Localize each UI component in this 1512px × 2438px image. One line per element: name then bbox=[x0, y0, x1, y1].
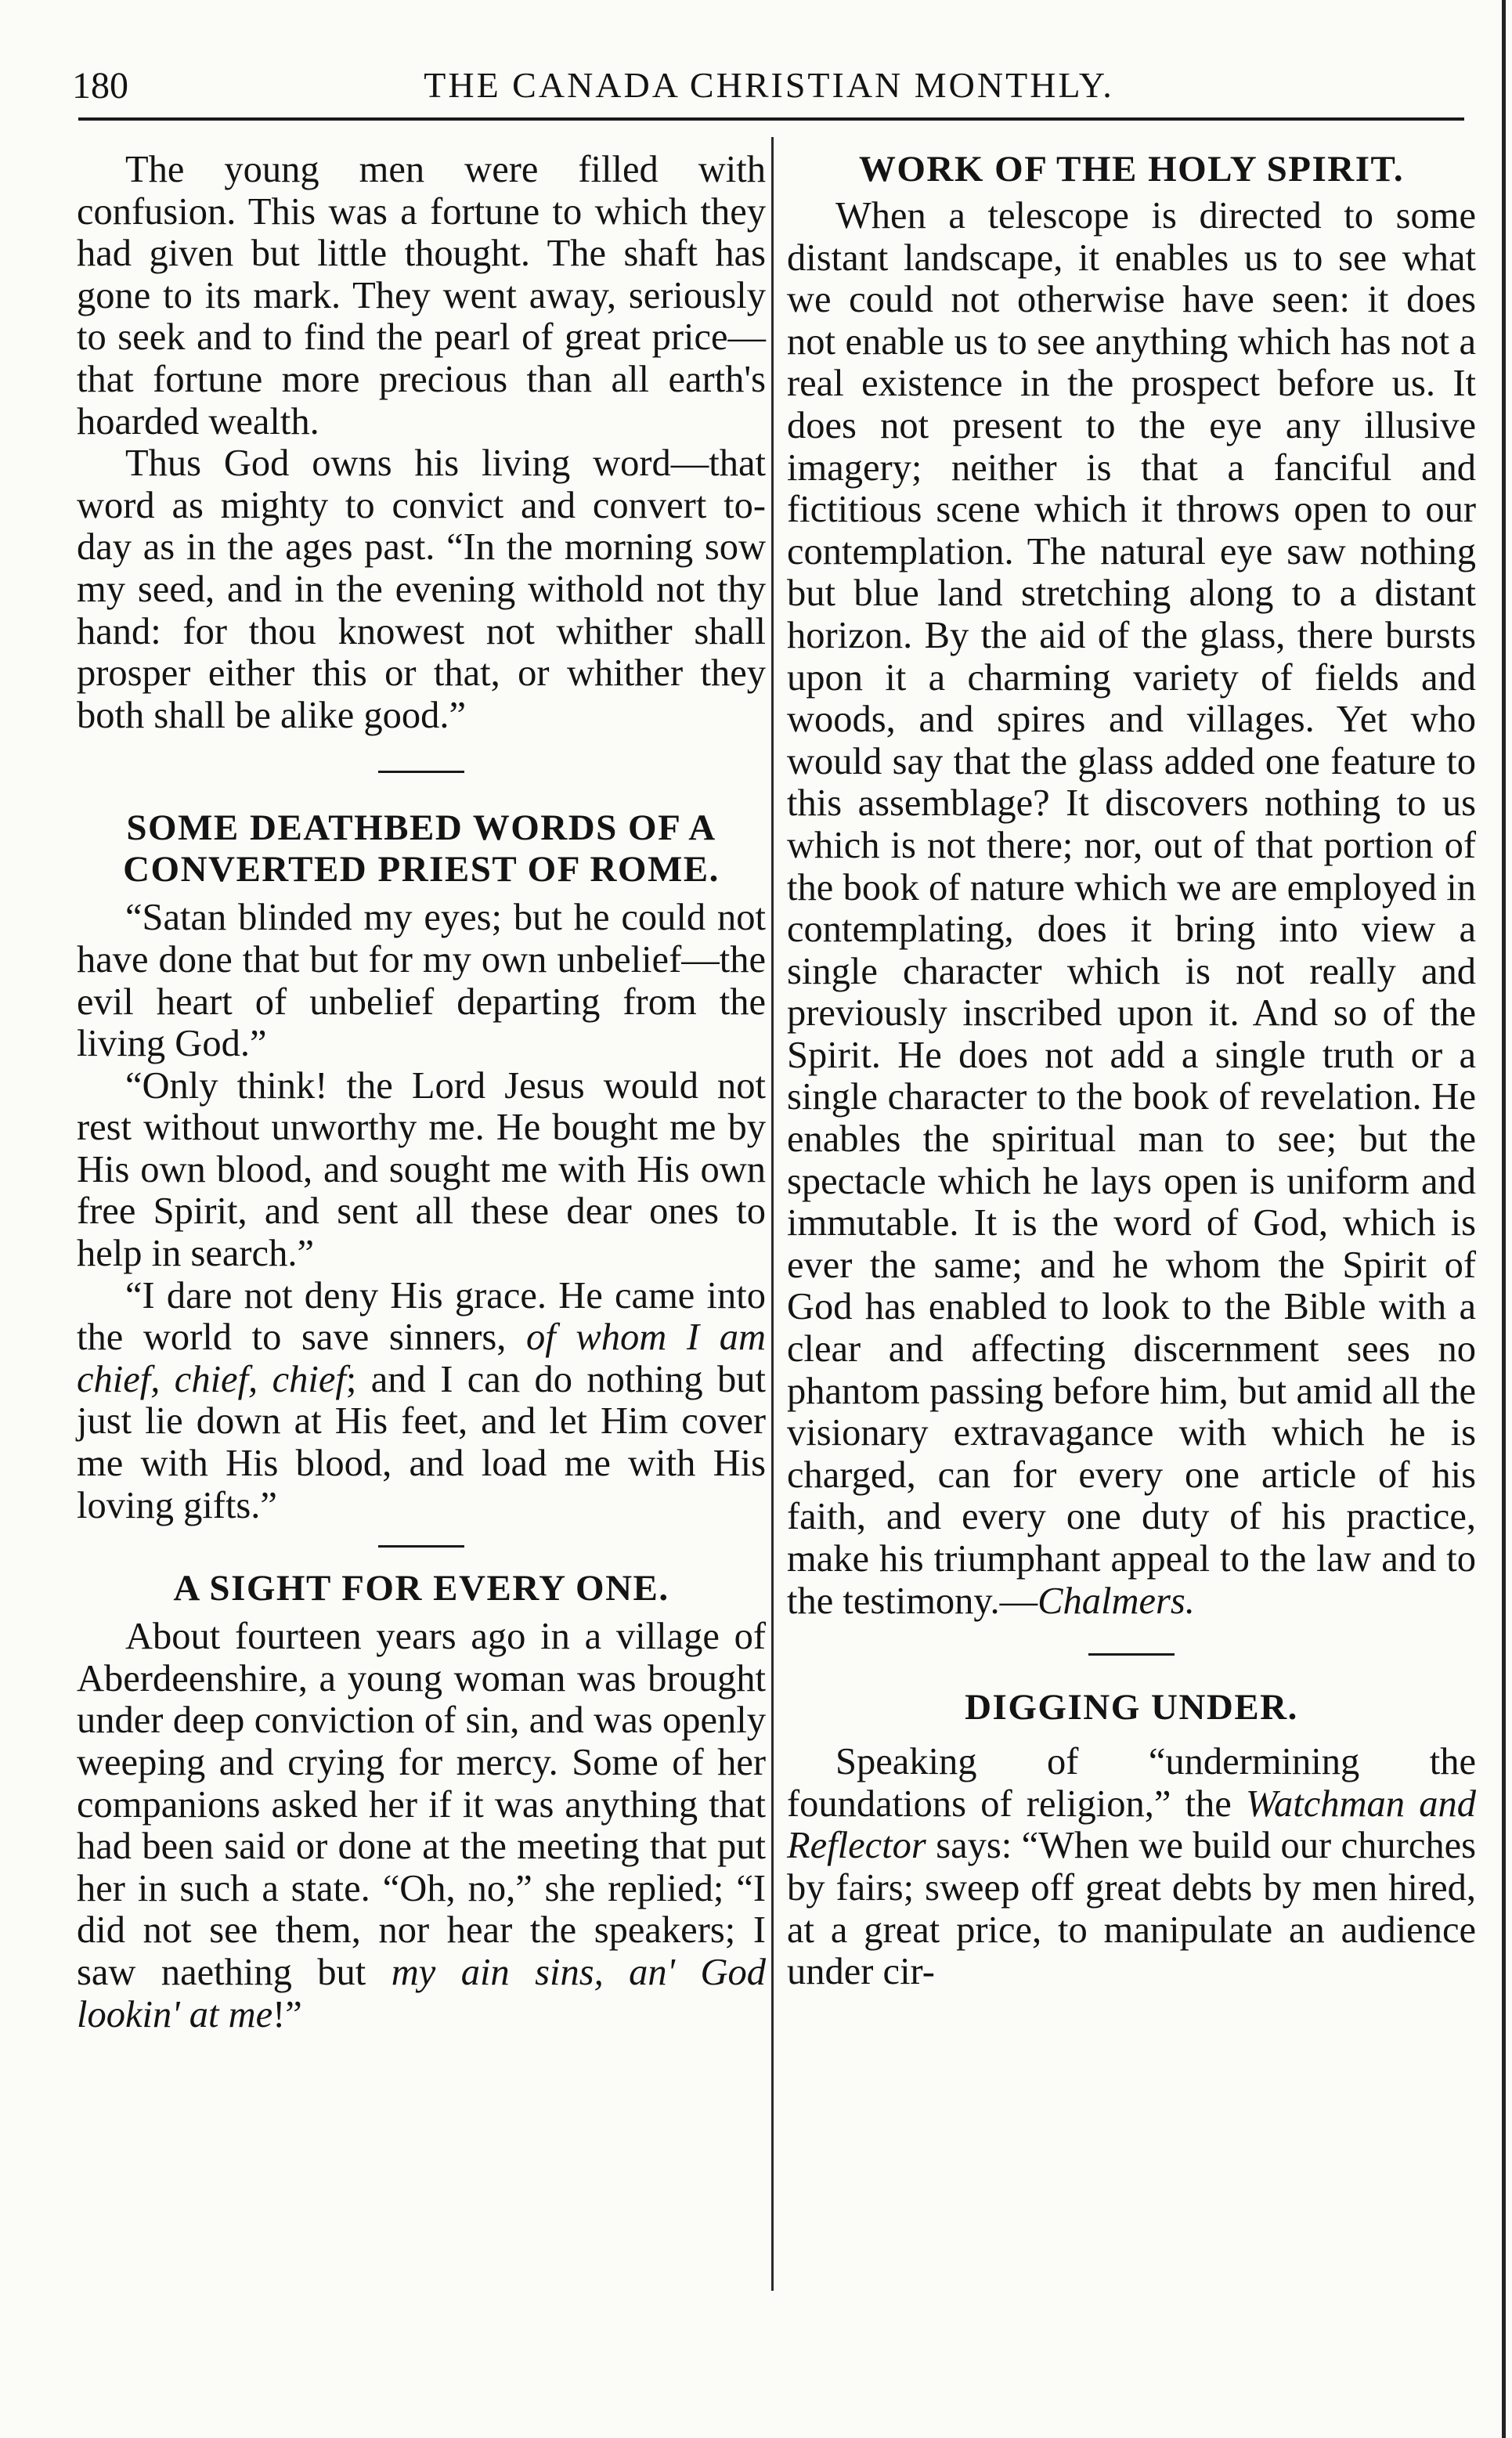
continuation-paragraph-2: Thus God owns his living word—that word as mighty to convict and convert to-day as in the ages past. “In the morning sow my seed, and in the evening withold not thy hand: for thou knowest not whither shall prosper either this or that, or whither they both shall be alike good.” bbox=[77, 442, 766, 736]
page-number: 180 bbox=[72, 65, 128, 107]
italic-attribution: Chalmers. bbox=[1037, 1580, 1195, 1622]
running-header bbox=[72, 64, 1466, 119]
text-run: !” bbox=[272, 1993, 302, 2035]
italic-text-run: Watchman and Reflector bbox=[787, 1782, 1476, 1867]
continuation-paragraph-1: The young men were filled with confusion. This was a fortune to which they had given but little thought. The shaft has gone to its mark. They went away, seriously to seek and to find the pearl of great price—that fortune more precious than all earth's hoarded wealth. bbox=[77, 149, 766, 442]
text-run: Speaking of “undermining the foundations of religion,” the bbox=[787, 1741, 1476, 1825]
left-column bbox=[77, 149, 766, 2035]
article-title-digging-under: DIGGING UNDER. bbox=[965, 1687, 1298, 1728]
text-run: says: “When we build our churches by fairs; sweep off great debts by men hired, at a great price, to manipulate an audience under cir- bbox=[787, 1825, 1476, 1993]
italic-text-run: my ain sins, an' God lookin' at me bbox=[77, 1951, 766, 2035]
italic-text-run: of whom I am chief, chief, chief bbox=[77, 1317, 766, 1400]
column-divider bbox=[771, 137, 774, 2291]
text-run: About fourteen years ago in a village of Aberdeenshire, a young woman was brought under deep conviction of sin, and was openly weeping and crying for mercy. Some of her companions asked her if it was anything that had been said or done at the meeting that put her in such a state. “Oh, no,” she replied; “I did not see them, nor hear the speakers; I saw naething but bbox=[77, 1616, 766, 1993]
holy-spirit-paragraph-1 bbox=[787, 195, 1476, 1622]
header-rule bbox=[78, 117, 1464, 121]
deathbed-paragraph-3 bbox=[77, 1275, 766, 1527]
article-title-deathbed: SOME DEATHBED WORDS OF A CONVERTED PRIEST OF ROME. bbox=[123, 807, 720, 890]
text-run: When a telescope is directed to some distant landscape, it enables us to see what we could not otherwise have seen: it does not enable us to see anything which has not a real existence in the prospect before us. It does not present to the eye any illusive imagery; neither is that a fanciful and fictitious scene which it throws open to our contemplation. The natural eye saw nothing but blue land stretching along to a distant horizon. By the aid of the glass, there bursts upon it a charming variety of fields and woods, and spires and villages. Yet who would say that the glass added one feature to this assemblage? It discovers nothing to us which is not there; nor, out of that portion of the book of nature which we are employed in contemplating, does it bring into view a single character which is not really and previously inscribed upon it. And so of the Spirit. He does not add a single truth or a single character to the book of revelation. He enables the spiritual man to see; but the spectacle which he lays open is uniform and immutable. It is the word of God, which is ever the same; and he whom the Spirit of God has enabled to look to the Bible with a clear and affecting discernment sees no phantom passing before him, but amid all the visionary extravagance with which he is charged, can for every one article of his faith, and every one duty of his practice, make his triumphant appeal to the law and to the testimony.— bbox=[787, 195, 1476, 1622]
article-title-holy-spirit: WORK OF THE HOLY SPIRIT. bbox=[858, 149, 1405, 190]
sight-paragraph-1 bbox=[77, 1616, 766, 2035]
right-column bbox=[787, 149, 1476, 1993]
journal-title: THE CANADA CHRISTIAN MONTHLY. bbox=[424, 65, 1114, 105]
text-run: ; and I can do nothing but just lie down at His feet, and let Him cover me with His blood, and load me with His loving gifts.” bbox=[77, 1358, 766, 1526]
page-edge-rule bbox=[1502, 0, 1506, 2438]
deathbed-paragraph-1: “Satan blinded my eyes; but he could not have done that but for my own unbelief—the evil heart of unbelief departing from the living God.” bbox=[77, 897, 766, 1065]
digging-paragraph-1 bbox=[787, 1741, 1476, 1993]
deathbed-paragraph-2: “Only think! the Lord Jesus would not rest without unworthy me. He bought me by His own blood, and sought me with His own free Spirit, and sent all these dear ones to help in search.” bbox=[77, 1064, 766, 1275]
text-run: “I dare not deny His grace. He came into the world to save sinners, bbox=[77, 1274, 766, 1359]
article-title-sight: A SIGHT FOR EVERY ONE. bbox=[173, 1568, 669, 1609]
